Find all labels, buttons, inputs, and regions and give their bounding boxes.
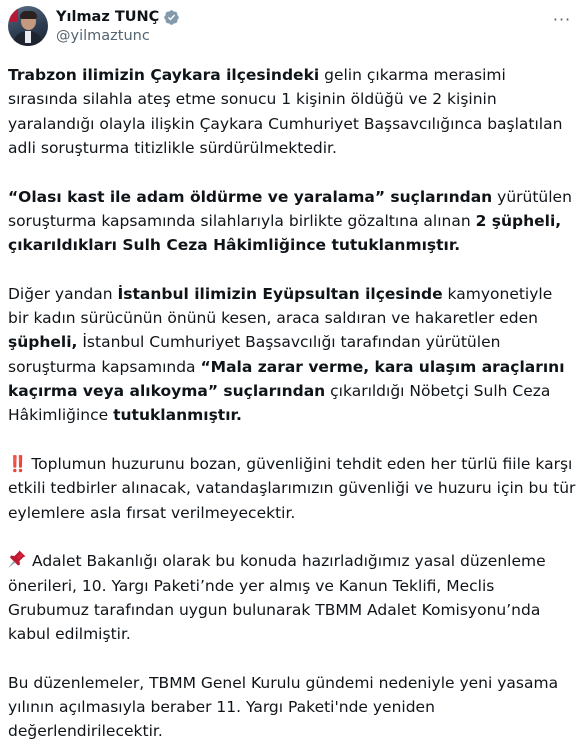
p3-text-e: İstanbul Cumhuriyet Başsavcılığı tarafından yürütülen soruşturma kapsamında bbox=[8, 333, 501, 376]
paragraph-3 bbox=[8, 282, 576, 428]
p4-text: Toplumun huzurunu bozan, güvenliğini tehdit eden her türlü fiile karşı etkili tedbirler alınacak, vatandaşlarımızın güvenliği ve huzuru için bu tür eylemlere asla fırsat verilmeyecektir. bbox=[8, 455, 576, 522]
more-options-icon[interactable]: ··· bbox=[552, 10, 572, 29]
p3-bold-b: İstanbul ilimizin Eyüpsultan ilçesinde bbox=[117, 284, 443, 303]
p3-text-c: kamyonetiyle bir kadın sürücünün önünü kesen, araca saldıran ve hakaretler eden bbox=[8, 284, 553, 328]
p2-bold-a: “Olası kast ile adam öldürme ve yaralama” suçlarından bbox=[8, 187, 493, 206]
verified-badge-icon bbox=[163, 9, 180, 26]
p3-bold-d: şüpheli, bbox=[8, 333, 78, 352]
p3-bold-f: “Mala zarar verme, kara ulaşım araçlarını kaçırma veya alıkoyma” suçlarından bbox=[8, 357, 565, 401]
paragraph-4 bbox=[8, 452, 576, 525]
p6-text: Bu düzenlemeler, TBMM Genel Kurulu gündemi nedeniyle yeni yasama yılının açılmasıyla beraber 11. Yargı Paketi'nde yeniden değerlendirilecektir. bbox=[8, 673, 559, 741]
p2-bold-c: 2 şüpheli, çıkarıldıkları Sulh Ceza Hâkimliğince tutuklanmıştır. bbox=[8, 211, 562, 255]
avatar[interactable] bbox=[8, 6, 48, 46]
tweet-text bbox=[8, 63, 576, 744]
paragraph-1 bbox=[8, 63, 576, 160]
paragraph-6 bbox=[8, 671, 576, 744]
pushpin-icon bbox=[8, 550, 26, 568]
p5-text: Adalet Bakanlığı olarak bu konuda hazırladığımız yasal düzenleme önerileri, 10. Yargı Paketi’nde yer almış ve Kanun Teklifi, Meclis Grubumuz tarafından uygun bulunarak TBMM Adalet Komisyonu’nda kabul edilmiştir. bbox=[8, 552, 546, 644]
p3-text-a: Diğer yandan bbox=[8, 284, 118, 303]
display-name[interactable]: Yılmaz TUNÇ bbox=[56, 9, 160, 25]
paragraph-5 bbox=[8, 549, 576, 646]
paragraph-2 bbox=[8, 185, 576, 258]
p1-bold: Trabzon ilimizin Çaykara ilçesindeki bbox=[8, 66, 320, 84]
p3-text-g: çıkarıldığı Nöbetçi Sulh Ceza Hâkimliğince bbox=[8, 382, 551, 425]
avatar-shirt bbox=[25, 31, 31, 43]
avatar-hair bbox=[20, 11, 37, 19]
avatar-flag bbox=[10, 8, 18, 22]
double-exclamation-icon: ‼️ bbox=[8, 455, 26, 474]
author-handle[interactable]: @yilmaztunc bbox=[56, 28, 150, 44]
author-name-row[interactable] bbox=[56, 7, 180, 27]
tweet-header bbox=[8, 6, 576, 50]
p3-bold-h: tutuklanmıştır. bbox=[113, 406, 242, 425]
p2-text: yürütülen soruşturma kapsamında silahlarıyla birlikte gözaltına alınan bbox=[8, 187, 572, 230]
p1-text: gelin çıkarma merasimi sırasında silahla ateş etme sonucu 1 kişinin öldüğü ve 2 kişinin yaralandığı olayla ilişkin Çaykara Cumhuriyet Başsavcılığınca başlatılan adli soruşturma titizlikle sürdürülmektedir. bbox=[8, 66, 563, 157]
